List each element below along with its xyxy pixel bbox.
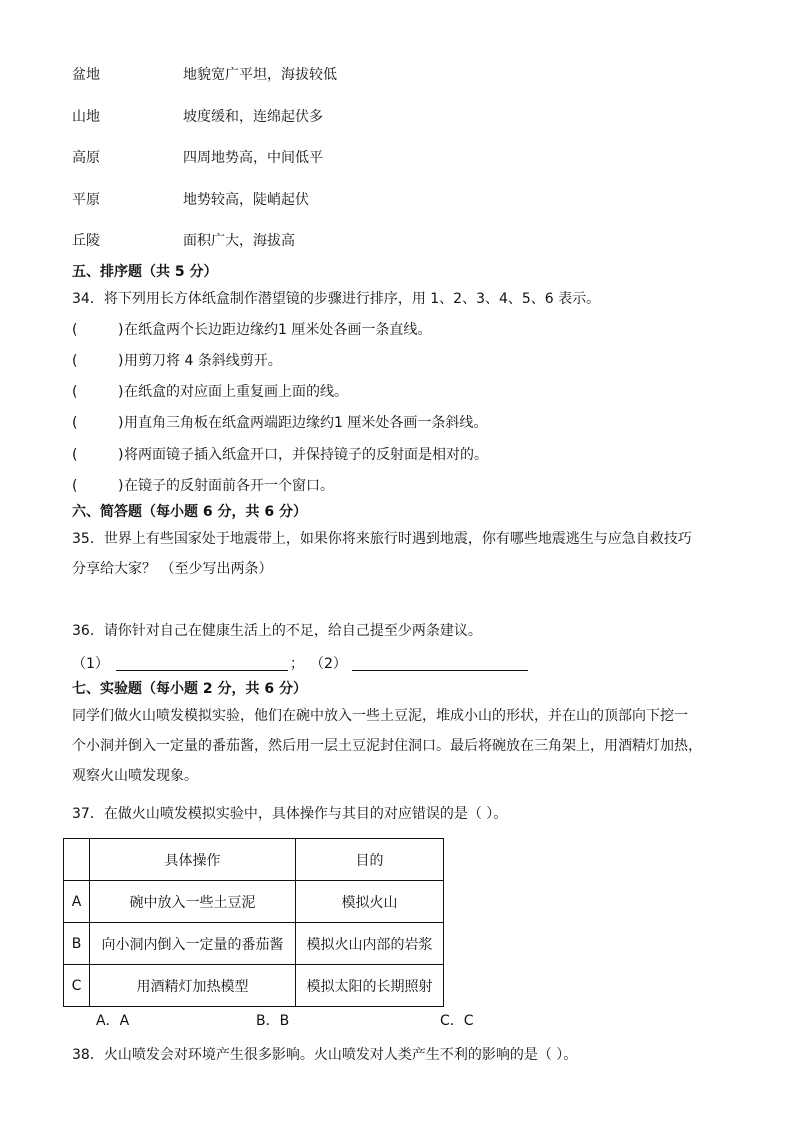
answer-paren-open: ( (72, 384, 78, 400)
question-35-line1: 35．世界上有些国家处于地震带上，如果你将来旅行时遇到地震，你有哪些地震逃生与应急自救技巧 (72, 531, 692, 547)
question-34: 34．将下列用长方体纸盒制作潜望镜的步骤进行排序，用 1、2、3、4、5、6 表示。 (72, 291, 601, 307)
experiment-intro-line: 同学们做火山喷发模拟实验，他们在碗中放入一些土豆泥，堆成小山的形状，并在山的顶部向下挖一 (72, 708, 688, 724)
blank-separator: ； (290, 656, 304, 672)
section7-title: 七、实验题（每小题 2 分，共 6 分） (72, 681, 307, 697)
table-header-row (64, 839, 444, 881)
table-row (64, 965, 444, 1007)
experiment-intro-line: 观察火山喷发现象。 (72, 768, 198, 784)
answer-blank-2[interactable] (352, 670, 528, 671)
sort-step: 在纸盒两个长边距边缘约1 厘米处各画一条直线。 (124, 322, 432, 338)
row-purpose: 模拟太阳的长期照射 (296, 965, 444, 1007)
landform-term: 山地 (72, 109, 100, 125)
table-row (64, 881, 444, 923)
sort-step: 用剪刀将 4 条斜线剪开。 (124, 353, 282, 369)
sort-step: 用直角三角板在纸盒两端距边缘约1 厘米处各画一条斜线。 (124, 415, 488, 431)
answer-paren-open: ( (72, 353, 78, 369)
choice-a[interactable]: A．A (96, 1013, 130, 1029)
answer-paren-close: ) (118, 478, 124, 494)
table-header-cell: 具体操作 (90, 839, 296, 881)
landform-term: 丘陵 (72, 233, 100, 249)
experiment-intro-line: 个小洞并倒入一定量的番茄酱，然后用一层土豆泥封住洞口。最后将碗放在三角架上，用酒精灯加热， (72, 738, 702, 754)
options-table (63, 838, 444, 1007)
sort-step: 在纸盒的对应面上重复画上面的线。 (124, 384, 348, 400)
choice-b[interactable]: B．B (256, 1013, 290, 1029)
section5-title: 五、排序题（共 5 分） (72, 264, 218, 280)
row-purpose: 模拟火山 (296, 881, 444, 923)
answer-paren-open: ( (72, 415, 78, 431)
row-operation: 碗中放入一些土豆泥 (90, 881, 296, 923)
row-purpose: 模拟火山内部的岩浆 (296, 923, 444, 965)
landform-term: 高原 (72, 150, 100, 166)
landform-term: 平原 (72, 192, 100, 208)
question-37: 37．在做火山喷发模拟实验中，具体操作与其目的对应错误的是（ ）。 (72, 806, 508, 822)
table-header-cell (64, 839, 90, 881)
answer-paren-open: ( (72, 447, 78, 463)
blank1-label: （1） (72, 656, 109, 672)
sort-step: 在镜子的反射面前各开一个窗口。 (124, 478, 334, 494)
landform-desc: 面积广大，海拔高 (183, 233, 295, 249)
answer-paren-close: ) (118, 384, 124, 400)
landform-desc: 地势较高，陡峭起伏 (183, 192, 309, 208)
landform-desc: 地貌宽广平坦，海拔较低 (183, 67, 337, 83)
question-35-line2: 分享给大家？ （至少写出两条） (72, 561, 273, 577)
answer-paren-close: ) (118, 322, 124, 338)
answer-paren-open: ( (72, 478, 78, 494)
row-label: C (64, 965, 90, 1007)
row-operation: 用酒精灯加热模型 (90, 965, 296, 1007)
landform-desc: 四周地势高，中间低平 (183, 150, 323, 166)
section6-title: 六、简答题（每小题 6 分，共 6 分） (72, 504, 307, 520)
answer-paren-close: ) (118, 415, 124, 431)
sort-step: 将两面镜子插入纸盒开口，并保持镜子的反射面是相对的。 (124, 447, 488, 463)
answer-paren-close: ) (118, 447, 124, 463)
answer-paren-close: ) (118, 353, 124, 369)
row-label: B (64, 923, 90, 965)
row-label: A (64, 881, 90, 923)
answer-blank-1[interactable] (116, 670, 288, 671)
question-38: 38．火山喷发会对环境产生很多影响。火山喷发对人类产生不利的影响的是（ ）。 (72, 1047, 578, 1063)
landform-desc: 坡度缓和，连绵起伏多 (183, 109, 323, 125)
table-row (64, 923, 444, 965)
answer-paren-open: ( (72, 322, 78, 338)
question-36: 36．请你针对自己在健康生活上的不足，给自己提至少两条建议。 (72, 623, 482, 639)
row-operation: 向小洞内倒入一定量的番茄酱 (90, 923, 296, 965)
blank2-label: （2） (310, 656, 347, 672)
landform-term: 盆地 (72, 67, 100, 83)
choice-c[interactable]: C．C (440, 1013, 474, 1029)
table-header-cell: 目的 (296, 839, 444, 881)
